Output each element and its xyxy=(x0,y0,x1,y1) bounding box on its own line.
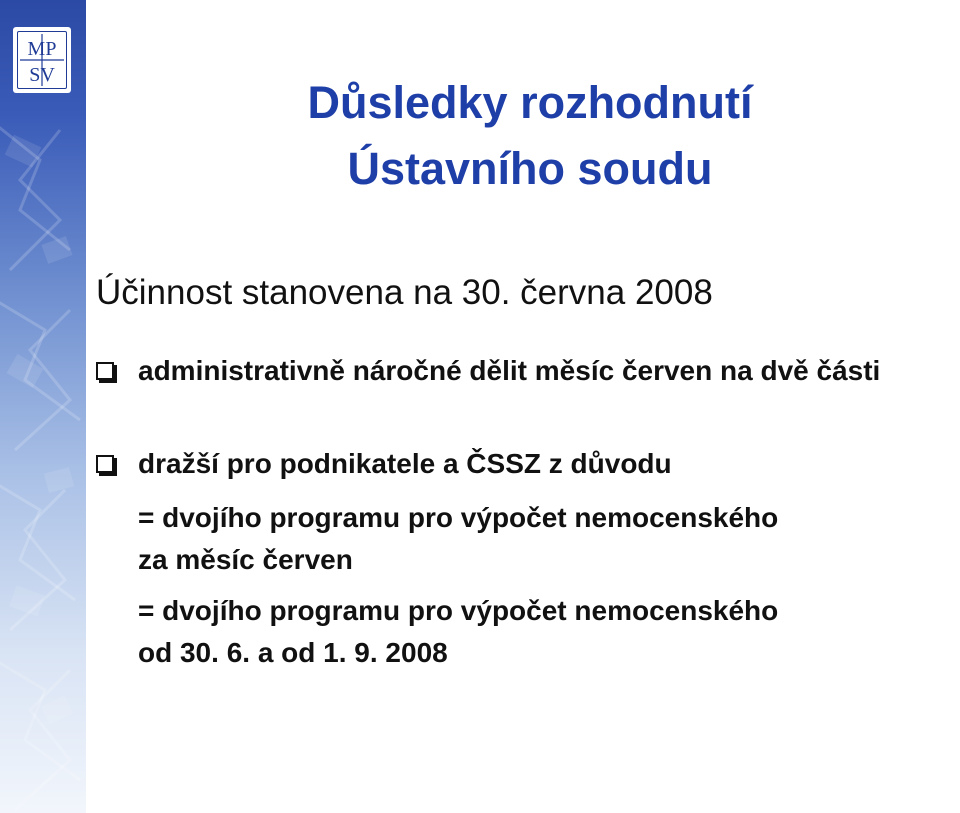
logo-mark xyxy=(18,32,66,88)
checkbox-bullet-icon xyxy=(96,362,114,380)
bullet-text-1: administrativně náročné dělit měsíc červen na dvě části xyxy=(138,355,881,386)
title-line-1: Důsledky rozhodnutí xyxy=(307,77,753,128)
bullet-item-2 xyxy=(96,443,946,485)
logo-frame xyxy=(17,31,67,89)
side-band-pattern xyxy=(0,0,86,813)
logo-text-top: MP xyxy=(27,38,57,60)
effective-date-line: Účinnost stanovena na 30. června 2008 xyxy=(96,273,713,312)
bullet-item-1 xyxy=(96,350,946,392)
logo-text-bottom: SV xyxy=(29,64,55,86)
sub-item-2-line-1: = dvojího programu pro výpočet nemocenského xyxy=(138,595,779,626)
sub-item-1-line-2: za měsíc červen xyxy=(138,544,353,575)
sub-item-1-line-1: = dvojího programu pro výpočet nemocenského xyxy=(138,502,779,533)
bullet-text-2: dražší pro podnikatele a ČSSZ z důvodu xyxy=(138,448,672,479)
checkbox-bullet-icon xyxy=(96,455,114,473)
sub-item-2-line-2: od 30. 6. a od 1. 9. 2008 xyxy=(138,637,448,668)
sub-item-1 xyxy=(138,497,950,581)
mpsv-logo xyxy=(13,27,71,93)
sub-item-2 xyxy=(138,590,950,674)
slide-title xyxy=(110,70,950,202)
decorative-side-band xyxy=(0,0,86,813)
title-line-2: Ústavního soudu xyxy=(347,143,713,194)
